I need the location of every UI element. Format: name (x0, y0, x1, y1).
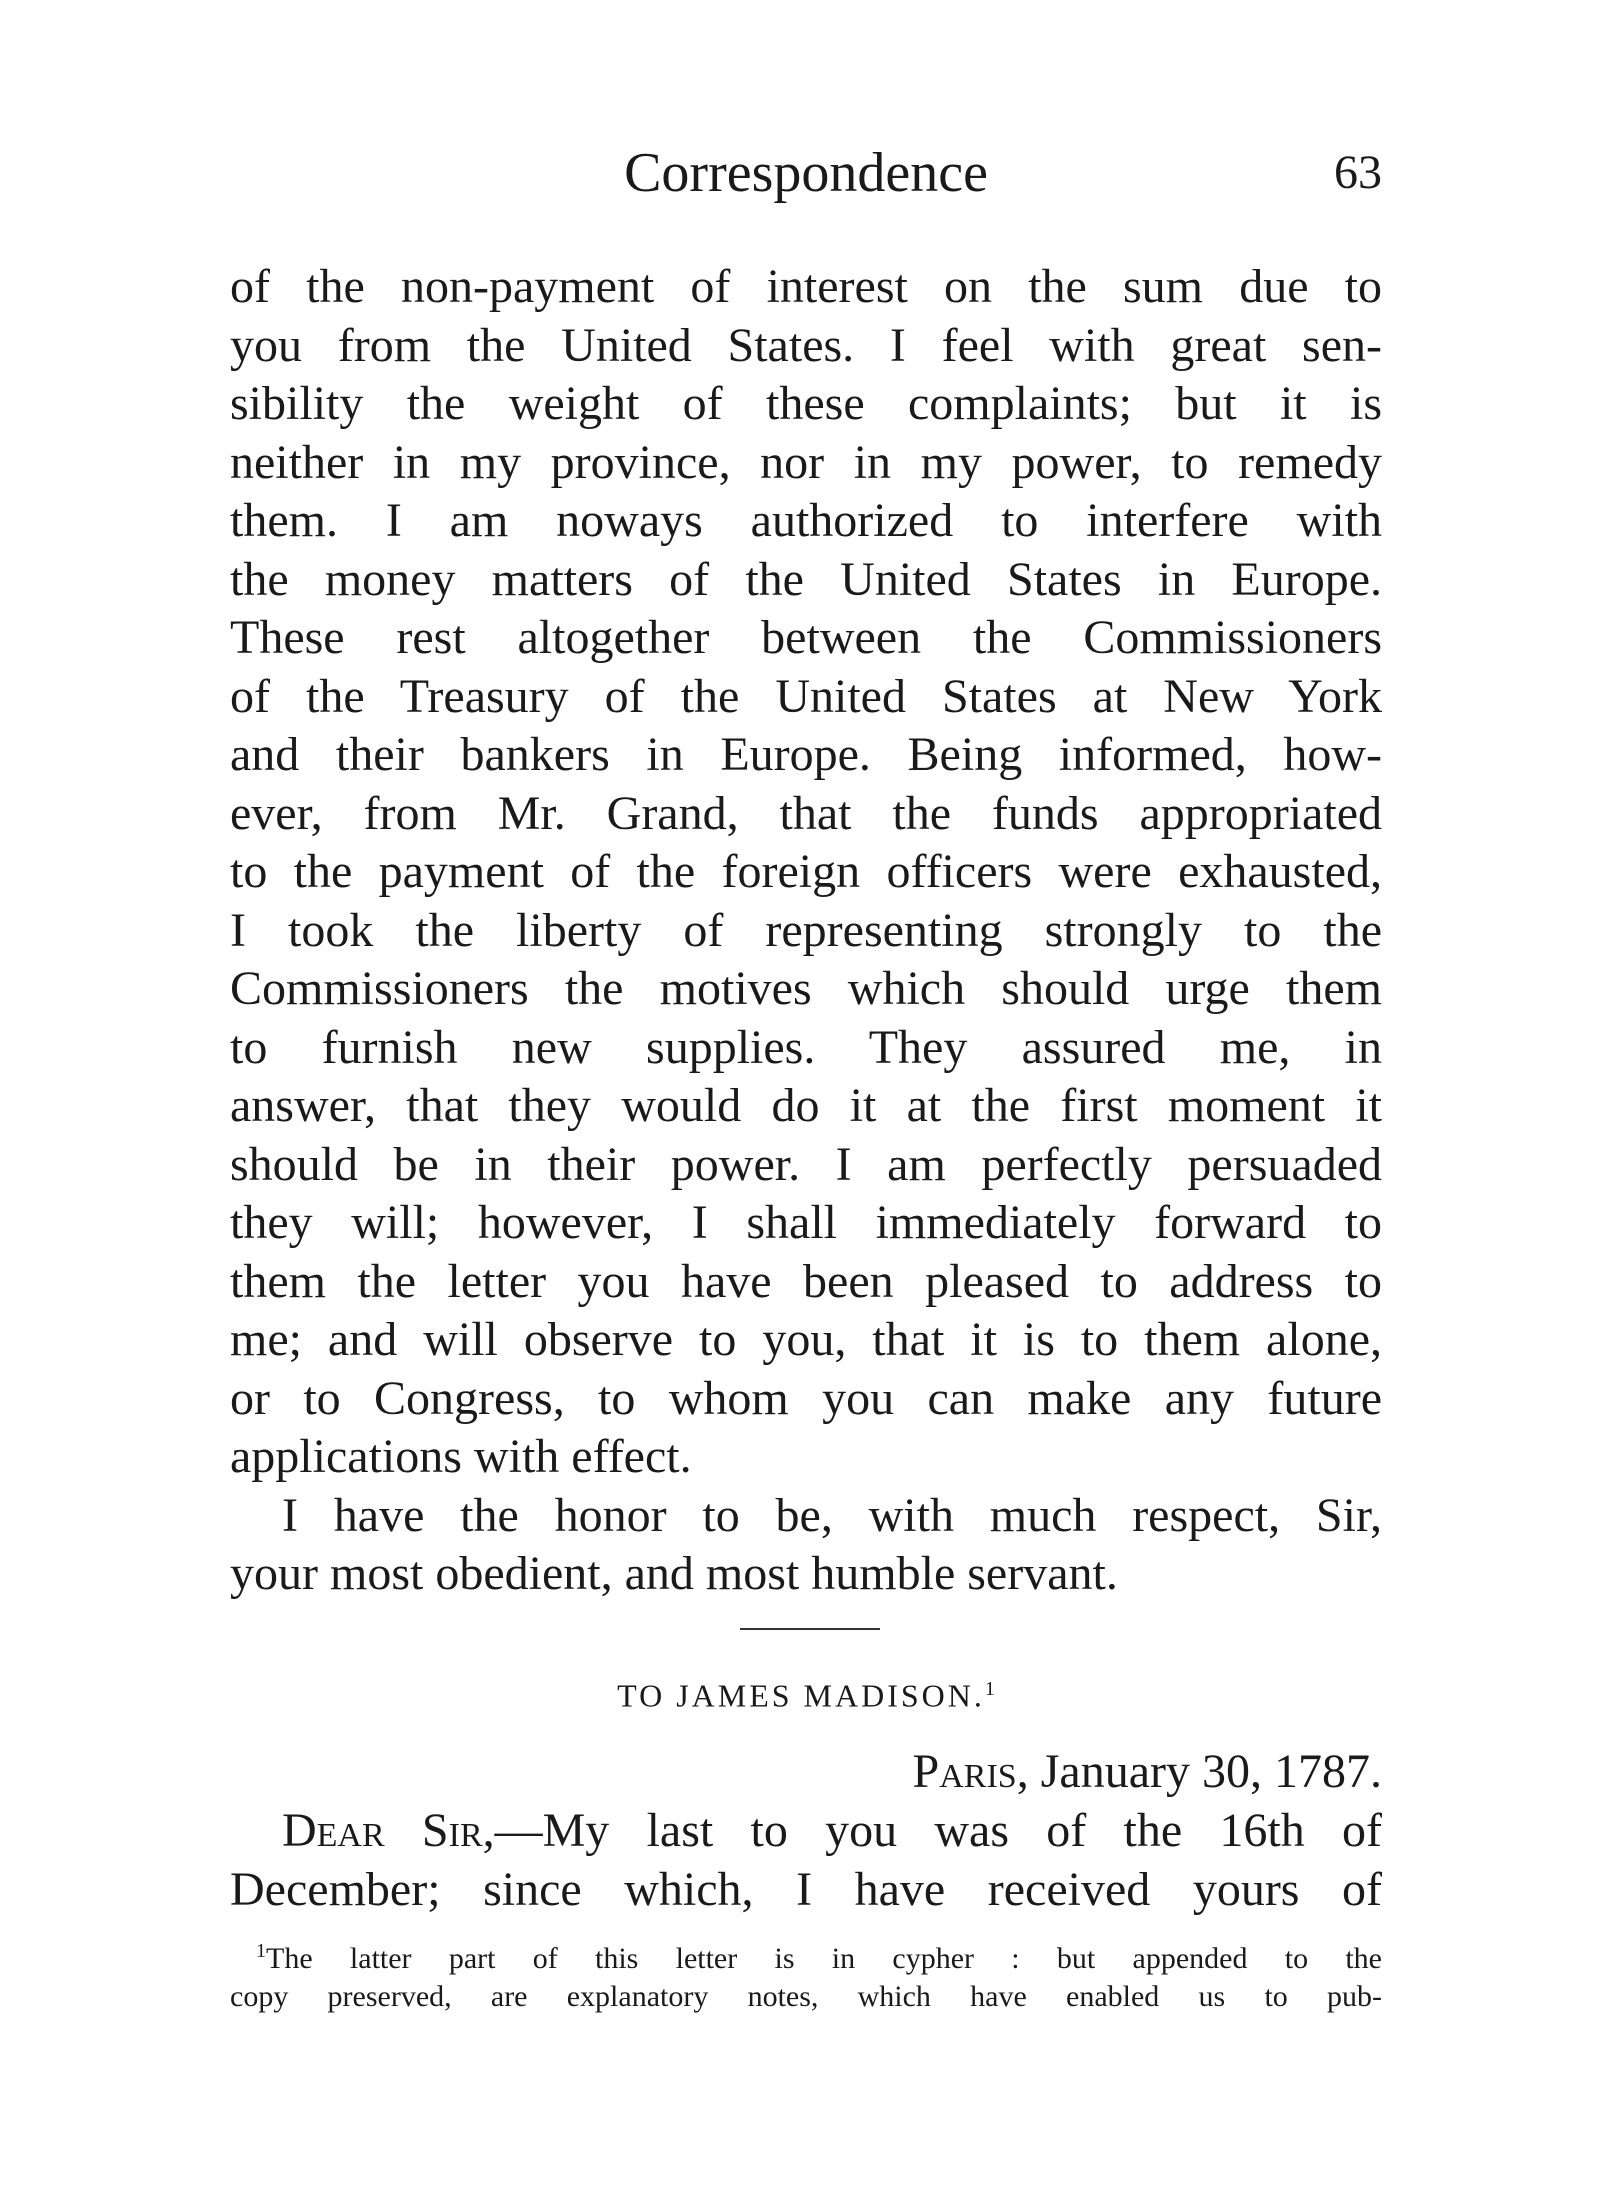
text-line: neither in my province, nor in my power, to remedy (230, 435, 1382, 489)
footnote-marker: 1 (256, 1940, 266, 1962)
page-number: 63 (1334, 146, 1382, 199)
text-line: applications with effect. (230, 1430, 692, 1483)
text-line: them. I am noways authorized to interfere with (230, 494, 1382, 547)
salutation: Dear Sir, (282, 1804, 495, 1857)
opening-line-2: December; since which, I have received yours of (230, 1862, 1382, 1916)
text-line: they will; however, I shall immediately forward to (230, 1196, 1382, 1249)
letter-heading (230, 1664, 1382, 1721)
text-line: I took the liberty of representing strongly to the (230, 903, 1382, 957)
text-line: you from the United States. I feel with great sen- (230, 318, 1382, 372)
text-line: them the letter you have been pleased to address to (230, 1254, 1382, 1308)
text-line: I have the honor to be, with much respect, Sir, (282, 1488, 1382, 1542)
footnote-line-1-text: The latter part of this letter is in cypher : but appended to the (266, 1942, 1382, 1975)
text-line: me; and will observe to you, that it is to them alone, (230, 1313, 1382, 1366)
text-line: Commissioners the motives which should urge them (230, 962, 1382, 1015)
text-line: to the payment of the foreign officers were exhausted, (230, 845, 1382, 898)
text-line: ever, from Mr. Grand, that the funds appropriated (230, 786, 1382, 840)
text-line: sibility the weight of these complaints; but it is (230, 377, 1382, 430)
text-line: These rest altogether between the Commissioners (230, 611, 1382, 664)
footnote-line-2: copy preserved, are explanatory notes, which have enabled us to pub- (230, 1980, 1382, 2013)
text-line: the money matters of the United States in Europe. (230, 552, 1382, 606)
paragraph-closing (230, 1487, 1382, 1604)
paragraph-continuation (230, 258, 1382, 1487)
dateline-place: Paris, (912, 1745, 1029, 1798)
text-line: and their bankers in Europe. Being informed, how- (230, 728, 1382, 781)
text-line: of the non-payment of interest on the sum due to (230, 260, 1382, 313)
opening-line-1 (230, 1802, 1382, 1861)
footnote-line-1 (230, 1932, 1382, 1978)
page-header (230, 138, 1382, 208)
section-divider (740, 1628, 880, 1630)
running-title: Correspondence (624, 142, 988, 204)
text-line: should be in their power. I am perfectly persuaded (230, 1137, 1382, 1191)
letter-heading-text: TO JAMES MADISON. (617, 1677, 985, 1714)
body-text (230, 258, 1382, 1604)
text-line: to furnish new supplies. They assured me, in (230, 1020, 1382, 1074)
opening-line-1-text: —My last to you was of the 16th of (494, 1804, 1383, 1857)
dateline (913, 1742, 1382, 1802)
text-line: of the Treasury of the United States at New York (230, 669, 1382, 723)
letter-opening (230, 1802, 1382, 1919)
footnote-reference: 1 (984, 1678, 995, 1700)
text-line: answer, that they would do it at the first moment it (230, 1079, 1382, 1132)
text-line: or to Congress, to whom you can make any future (230, 1371, 1382, 1425)
text-line: your most obedient, and most humble servant. (230, 1547, 1118, 1600)
footnote (230, 1932, 1382, 2016)
dateline-date: January 30, 1787. (1040, 1745, 1382, 1798)
